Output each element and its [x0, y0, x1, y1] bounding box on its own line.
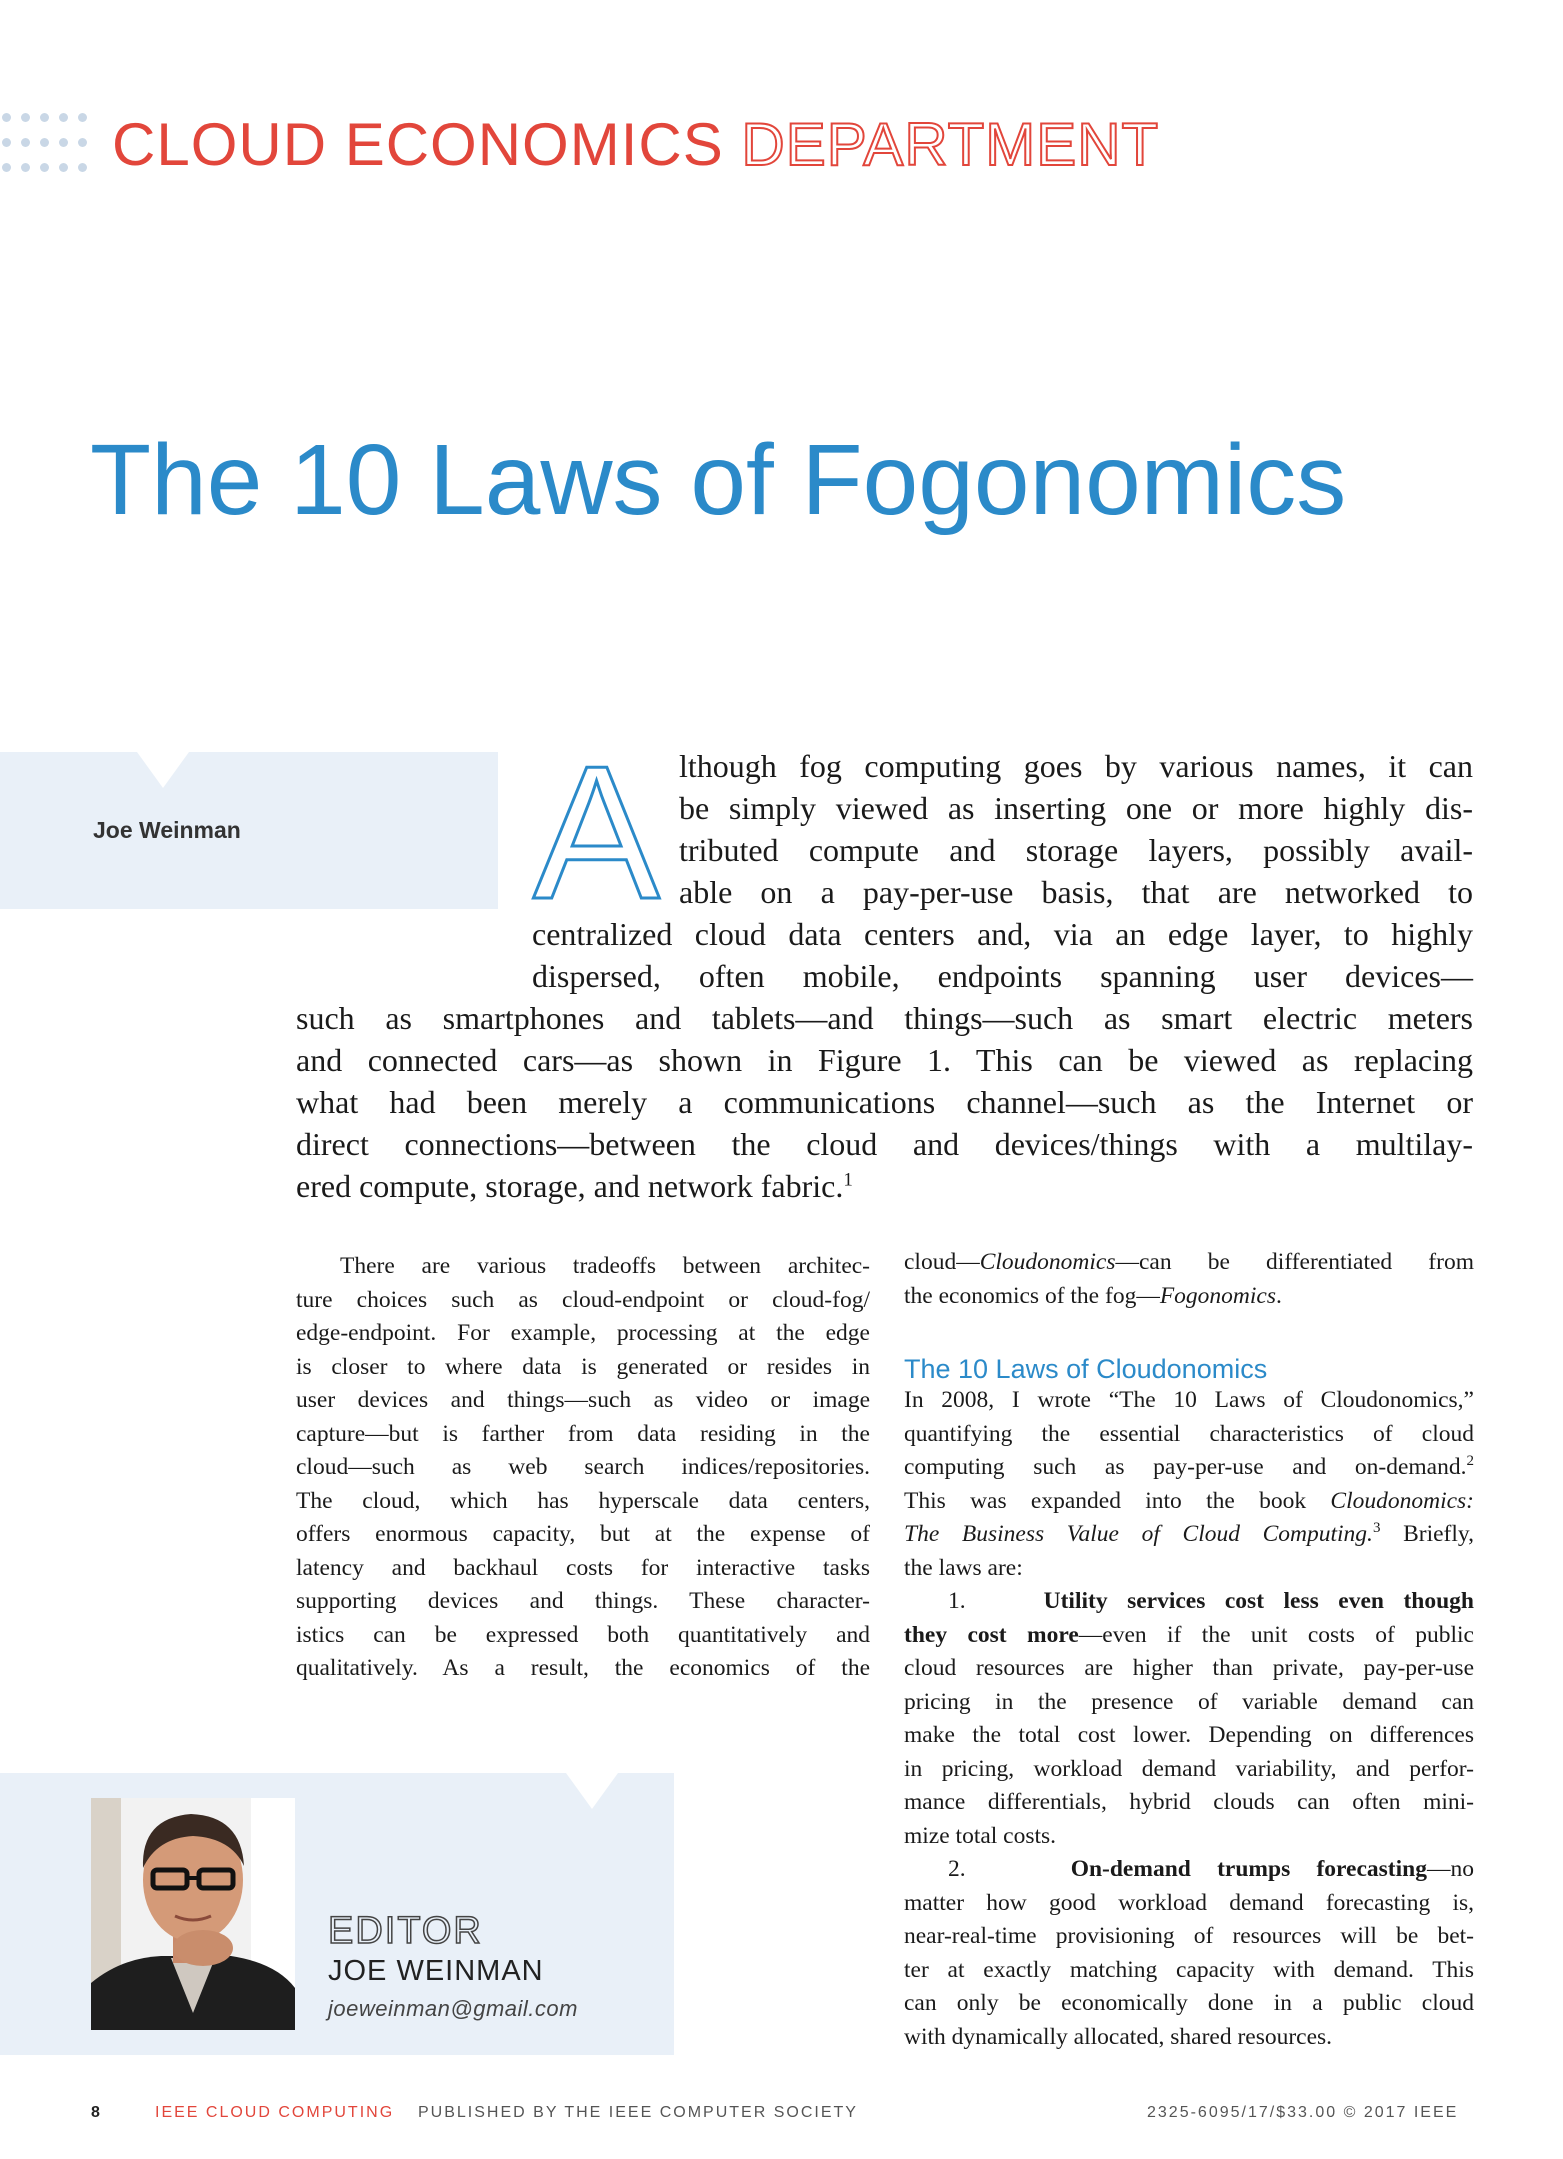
- body-line: [904, 1619, 1474, 1653]
- body-line: edge-endpoint. For example, processing at the edge: [296, 1320, 870, 1346]
- body-line: [904, 1451, 1474, 1485]
- decorative-dots: [2, 113, 86, 173]
- footer-copyright: 2325-6095/17/$33.00 © 2017 IEEE: [1147, 2104, 1459, 2121]
- law-title: On-demand trumps forecasting: [1070, 1856, 1427, 1882]
- intro-line: direct connections—between the cloud and devices/things with a multilay-: [296, 1126, 1473, 1162]
- body-line: cloud—such as web search indices/repositories.: [296, 1454, 870, 1480]
- body-line: near-real-time provisioning of resources will be bet-: [904, 1923, 1474, 1949]
- intro-line: centralized cloud data centers and, via an edge layer, to highly: [532, 916, 1473, 952]
- intro-line: able on a pay-per-use basis, that are networked to: [679, 874, 1473, 910]
- body-line: [904, 1280, 1474, 1314]
- text-run: computing such as pay-per-use and on-demand.: [904, 1454, 1467, 1480]
- body-line: offers enormous capacity, but at the expense of: [296, 1521, 870, 1547]
- law-title: Utility services cost less even though: [1043, 1588, 1474, 1614]
- text-run: Briefly,: [1380, 1521, 1474, 1547]
- body-line: make the total cost lower. Depending on differences: [904, 1722, 1474, 1748]
- law-number: 2.: [948, 1856, 966, 1882]
- editor-name: JOE WEINMAN: [328, 1955, 544, 1987]
- department-word-2: DEPARTMENT: [741, 111, 1160, 178]
- editor-box-notch: [566, 1773, 618, 1809]
- intro-line: what had been merely a communications channel—such as the Internet or: [296, 1084, 1473, 1120]
- italic-term: The Business Value of Cloud Computing.: [904, 1521, 1373, 1547]
- intro-line: such as smartphones and tablets—and things—such as smart electric meters: [296, 1000, 1473, 1036]
- body-line: quantifying the essential characteristics of cloud: [904, 1421, 1474, 1447]
- intro-line-last: [296, 1165, 853, 1207]
- text-run: This was expanded into the book: [904, 1488, 1331, 1514]
- body-line: can only be economically done in a public cloud: [904, 1990, 1474, 2016]
- footer-magazine: IEEE CLOUD COMPUTING: [155, 2104, 395, 2121]
- body-line: pricing in the presence of variable demand can: [904, 1689, 1474, 1715]
- author-name: Joe Weinman: [93, 817, 241, 843]
- author-band: [0, 752, 498, 909]
- intro-line: be simply viewed as inserting one or more highly dis-: [679, 790, 1473, 826]
- body-line: There are various tradeoffs between architec-: [340, 1253, 870, 1279]
- intro-line-text: ered compute, storage, and network fabric.: [296, 1168, 844, 1204]
- italic-term: Fogonomics: [1159, 1283, 1277, 1309]
- text-run: —can be differentiated from: [1115, 1249, 1474, 1275]
- law-1-heading: [948, 1585, 1474, 1619]
- body-line: user devices and things—such as video or image: [296, 1387, 870, 1413]
- body-line: In 2008, I wrote “The 10 Laws of Cloudonomics,”: [904, 1387, 1474, 1413]
- body-line: supporting devices and things. These character-: [296, 1588, 870, 1614]
- body-line: mance differentials, hybrid clouds can often mini-: [904, 1789, 1474, 1815]
- italic-term: Cloudonomics: [979, 1249, 1116, 1275]
- text-run: —no: [1427, 1856, 1474, 1882]
- author-band-notch: [137, 752, 189, 788]
- page-number: 8: [91, 2104, 100, 2121]
- text-run: .: [1276, 1283, 1282, 1309]
- text-run: cloud—: [904, 1249, 980, 1275]
- section-subhead: The 10 Laws of Cloudonomics: [904, 1354, 1268, 1384]
- law-2-heading: [948, 1853, 1474, 1887]
- body-line: latency and backhaul costs for interactive tasks: [296, 1555, 870, 1581]
- drop-cap: A: [533, 727, 660, 939]
- body-line: The cloud, which has hyperscale data centers,: [296, 1488, 870, 1514]
- footnote-ref: 3: [1372, 1520, 1381, 1537]
- footnote-ref: 2: [1466, 1453, 1474, 1470]
- department-heading: [112, 110, 1159, 180]
- text-run: —even if the unit costs of public: [1078, 1622, 1474, 1648]
- intro-line: dispersed, often mobile, endpoints spanning user devices—: [532, 958, 1473, 994]
- body-line: matter how good workload demand forecasting is,: [904, 1890, 1474, 1916]
- body-line: ter at exactly matching capacity with demand. This: [904, 1957, 1474, 1983]
- body-line: is closer to where data is generated or resides in: [296, 1354, 870, 1380]
- body-line: capture—but is farther from data residing in the: [296, 1421, 870, 1447]
- body-line: ture choices such as cloud-endpoint or cloud-fog/: [296, 1287, 870, 1313]
- footnote-ref: 1: [843, 1169, 853, 1191]
- intro-line: tributed compute and storage layers, possibly avail-: [679, 832, 1473, 868]
- intro-line: and connected cars—as shown in Figure 1. This can be viewed as replacing: [296, 1042, 1473, 1078]
- editor-photo: [91, 1798, 295, 2030]
- law-title: they cost more: [904, 1622, 1079, 1648]
- body-line: the laws are:: [904, 1555, 1023, 1581]
- article-title: The 10 Laws of Fogonomics: [90, 424, 1347, 536]
- body-line: in pricing, workload demand variability, and perfor-: [904, 1756, 1474, 1782]
- body-line: qualitatively. As a result, the economics of the: [296, 1655, 870, 1681]
- intro-line: lthough fog computing goes by various names, it can: [679, 748, 1473, 784]
- body-line: [904, 1485, 1474, 1519]
- department-word-1: CLOUD ECONOMICS: [112, 111, 724, 178]
- law-number: 1.: [948, 1588, 966, 1614]
- body-line: [904, 1246, 1474, 1280]
- editor-email[interactable]: joeweinman@gmail.com: [328, 1996, 578, 2021]
- italic-term: Cloudonomics:: [1330, 1488, 1474, 1514]
- body-line: istics can be expressed both quantitatively and: [296, 1622, 870, 1648]
- body-line: [904, 1518, 1474, 1552]
- body-line: cloud resources are higher than private, pay-per-use: [904, 1655, 1474, 1681]
- editor-label: EDITOR: [328, 1910, 483, 1952]
- body-line: mize total costs.: [904, 1823, 1057, 1849]
- body-line: with dynamically allocated, shared resources.: [904, 2024, 1333, 2050]
- text-run: the economics of the fog—: [904, 1283, 1160, 1309]
- footer-publisher: PUBLISHED BY THE IEEE COMPUTER SOCIETY: [418, 2104, 858, 2121]
